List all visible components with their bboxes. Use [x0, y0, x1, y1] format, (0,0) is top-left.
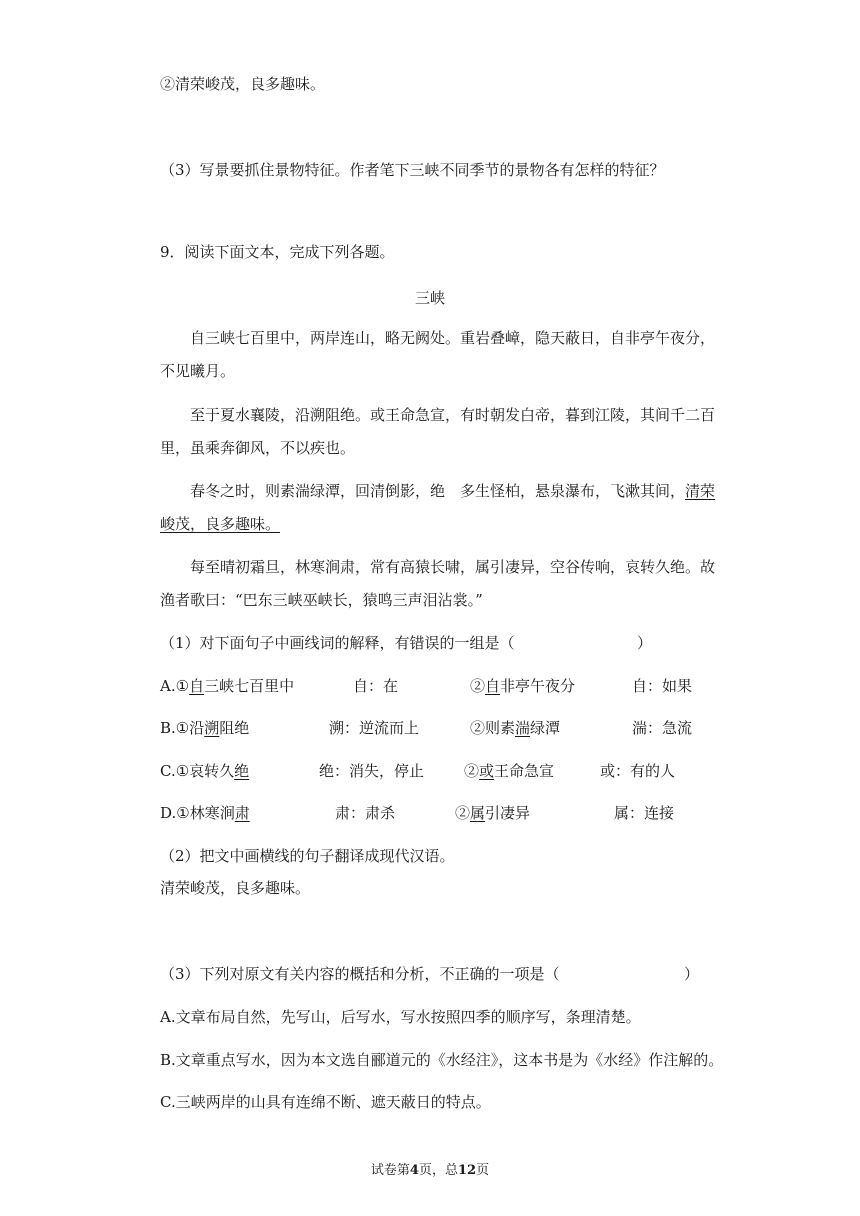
option-text: 非亭午夜分	[500, 677, 576, 695]
passage-p4-line2: 渔者歌曰：“巴东三峡巫峡长，猿鸣三声泪沾裳。”	[160, 591, 483, 609]
passage-p3-text: 春冬之时，则素湍绿潭，回清倒影，绝 多生怪柏，悬泉瀑布，飞漱其间，	[190, 482, 686, 500]
option-a-item2	[470, 676, 575, 696]
question-9-3: （3）下列对原文有关内容的概括和分析，不正确的一项是（	[160, 965, 560, 983]
option-d-item1	[160, 803, 250, 823]
total-pages: 12	[457, 1163, 477, 1178]
underlined-word: 肃	[234, 804, 250, 822]
option-a-explain2: 自：如果	[632, 677, 693, 695]
passage-p4-line1: 每至晴初霜旦，林寒涧肃，常有高猿长啸，属引凄异，空谷传响，哀转久绝。故	[190, 558, 716, 576]
option-text: 引凄异	[485, 804, 531, 822]
underlined-word: 溯	[204, 719, 220, 737]
question-9-3-close: ）	[684, 965, 700, 983]
question-9-1-close: ）	[637, 634, 653, 652]
underlined-sentence-part2: 峻茂，良多趣味。	[160, 515, 281, 533]
option-d-explain1: 肃：肃杀	[335, 804, 396, 822]
option-b-item1	[160, 718, 249, 738]
passage-p3-line2	[160, 514, 280, 534]
option-b-explain1: 溯：逆流而上	[329, 719, 420, 737]
option-b-item2	[470, 718, 560, 738]
question-9-1: （1）对下面句子中画线词的解释，有错误的一组是（	[160, 634, 515, 652]
option-label: ②	[455, 804, 471, 822]
footer-text: 页，总	[418, 1163, 458, 1178]
option-label: C.①哀转久	[160, 762, 235, 780]
answer-line: ②清荣峻茂，良多趣味。	[160, 75, 326, 93]
question-8-3: （3）写景要抓住景物特征。作者笔下三峡不同季节的景物各有怎样的特征？	[160, 161, 665, 179]
underlined-word: 属	[470, 804, 486, 822]
option-c-item2	[464, 761, 554, 781]
passage-p1-line1: 自三峡七百里中，两岸连山，略无阙处。重岩叠嶂，隐天蔽日，自非亭午夜分，	[190, 329, 716, 347]
option-text: 绿潭	[530, 719, 561, 737]
option-label: D.①林寒涧	[160, 804, 235, 822]
option-b-explain2: 湍：急流	[632, 719, 693, 737]
underlined-sentence-part1: 清荣	[685, 482, 716, 500]
passage-p3-line1	[190, 481, 715, 501]
underlined-word: 或	[479, 762, 495, 780]
option-text: 王命急宣	[494, 762, 555, 780]
footer-text: 页	[476, 1163, 490, 1178]
option-a-item1	[160, 676, 294, 696]
option-label: A.①	[160, 677, 190, 695]
passage-p2-line2: 里，虽乘奔御风，不以疾也。	[160, 439, 356, 457]
choice-a: A.文章布局自然，先写山，后写水，写水按照四季的顺序写，条理清楚。	[160, 1008, 641, 1026]
translation-sentence: 清荣峻茂，良多趣味。	[160, 879, 311, 897]
underlined-word: 绝	[234, 762, 250, 780]
page-number: 4	[409, 1163, 419, 1178]
option-a-explain1: 自：在	[353, 677, 399, 695]
option-d-explain2: 属：连接	[614, 804, 675, 822]
underlined-word: 自	[189, 677, 205, 695]
passage-p1-line2: 不见曦月。	[160, 362, 236, 380]
underlined-word: 湍	[515, 719, 531, 737]
question-9-heading: 9．阅读下面文本，完成下列各题。	[160, 243, 395, 261]
option-label: ②	[464, 762, 480, 780]
choice-b: B.文章重点写水，因为本文选自郦道元的《水经注》，这本书是为《水经》作注解的。	[160, 1051, 724, 1069]
option-c-item1	[160, 761, 249, 781]
option-text: 阻绝	[219, 719, 250, 737]
passage-title: 三峡	[414, 289, 445, 307]
option-label: B.①沿	[160, 719, 205, 737]
option-c-explain1: 绝：消失，停止	[319, 762, 425, 780]
option-c-explain2: 或：有的人	[600, 762, 676, 780]
choice-c: C.三峡两岸的山具有连绵不断、遮天蔽日的特点。	[160, 1093, 491, 1111]
option-d-item2	[455, 803, 530, 823]
option-label: ②则素	[470, 719, 516, 737]
page-footer	[0, 1162, 860, 1180]
underlined-word: 自	[485, 677, 501, 695]
footer-text: 试卷第	[370, 1163, 410, 1178]
question-9-2: （2）把文中画横线的句子翻译成现代汉语。	[160, 847, 455, 865]
option-label: ②	[470, 677, 486, 695]
option-text: 三峡七百里中	[204, 677, 295, 695]
passage-p2-line1: 至于夏水襄陵，沿溯阻绝。或王命急宣，有时朝发白帝，暮到江陵，其间千二百	[190, 406, 716, 424]
